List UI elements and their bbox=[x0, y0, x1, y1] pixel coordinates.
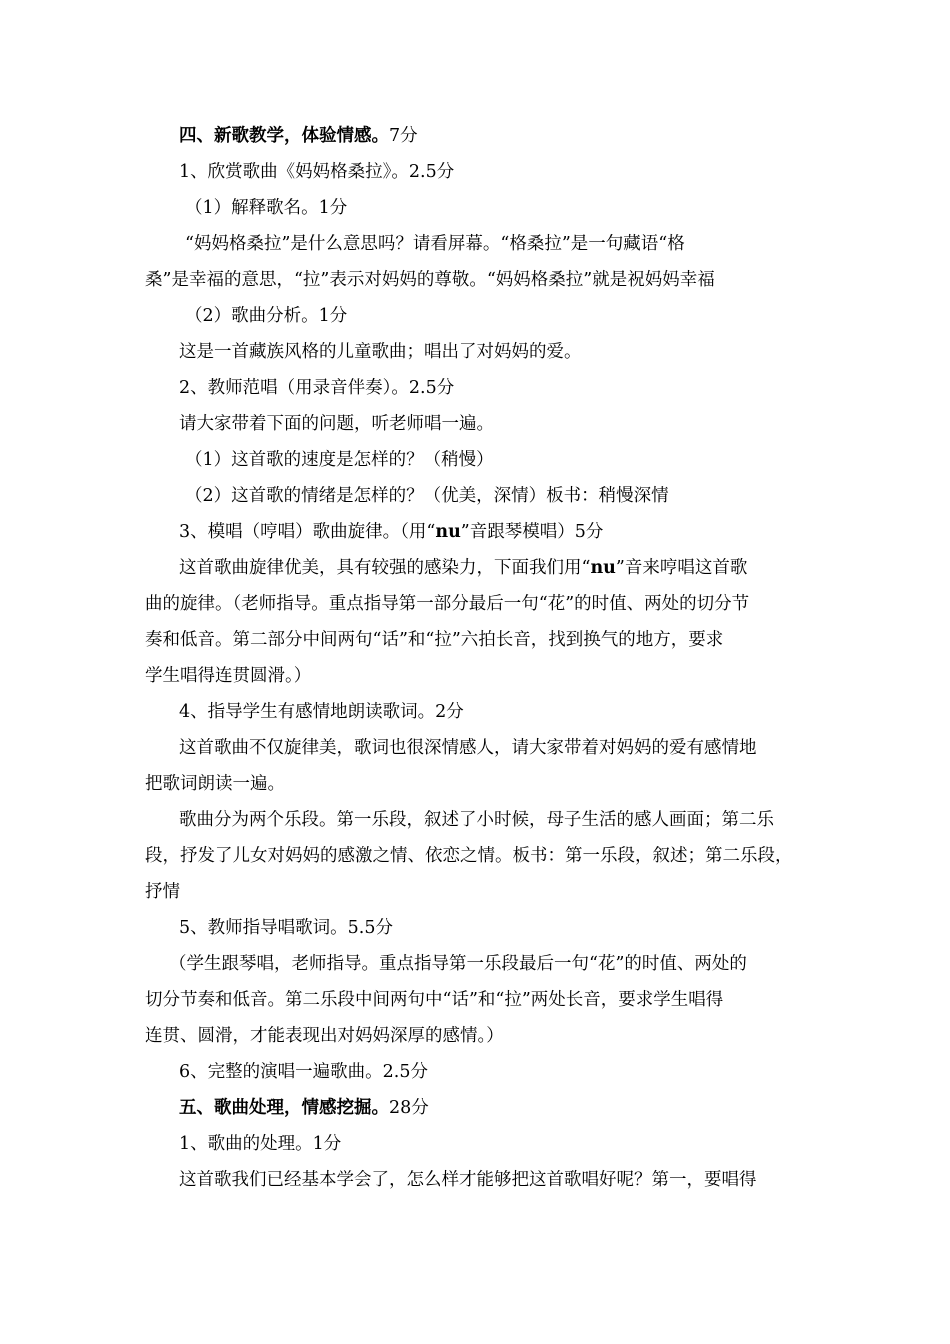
substep-1-2: （2）歌曲分析。1分 bbox=[185, 306, 348, 326]
paragraph-song-sections-line2: 段，抒发了儿女对妈妈的感激之情、依恋之情。板书：第一乐段，叙述；第二乐段， bbox=[145, 846, 793, 866]
step-1-heading: 1、欣赏歌曲《妈妈格桑拉》。2.5分 bbox=[179, 162, 455, 182]
step-4-heading: 4、指导学生有感情地朗读歌词。2分 bbox=[179, 702, 464, 722]
humming-syllable: nu bbox=[590, 558, 616, 578]
paragraph-humming-line4: 学生唱得连贯圆滑。） bbox=[145, 666, 312, 686]
section-heading-4-title: 四、新歌教学，体验情感。 bbox=[179, 126, 389, 146]
paragraph-humming-line1 bbox=[145, 550, 810, 586]
paragraph-singing-guidance-line2: 切分节奏和低音。第二乐段中间两句中“话”和“拉”两处长音，要求学生唱得 bbox=[145, 990, 724, 1010]
paragraph-lyrics-reading-line1: 这首歌曲不仅旋律美，歌词也很深情感人，请大家带着对妈妈的爱有感情地 bbox=[179, 738, 757, 758]
paragraph-song-handling: 这首歌我们已经基本学会了，怎么样才能够把这首歌唱好呢？第一，要唱得 bbox=[179, 1170, 757, 1190]
step-3-heading bbox=[145, 514, 810, 550]
step-5-1-heading: 1、歌曲的处理。1分 bbox=[179, 1134, 342, 1154]
paragraph-song-sections-line3: 抒情 bbox=[145, 882, 180, 902]
paragraph-song-title-meaning-line2: 桑”是幸福的意思，“拉”表示对妈妈的尊敬。“妈妈格桑拉”就是祝妈妈幸福 bbox=[145, 270, 715, 290]
humming-line1-pre: 这首歌曲旋律优美，具有较强的感染力，下面我们用“ bbox=[179, 558, 591, 578]
section-heading-4 bbox=[145, 118, 810, 154]
paragraph-humming-line2: 曲的旋律。（老师指导。重点指导第一部分最后一句“花”的时值、两处的切分节 bbox=[145, 594, 750, 614]
section-heading-5-title: 五、歌曲处理，情感挖掘。 bbox=[179, 1098, 389, 1118]
step-3-text-post: ”音跟琴模唱）5分 bbox=[460, 522, 604, 542]
paragraph-singing-guidance-line3: 连贯、圆滑，才能表现出对妈妈深厚的感情。） bbox=[145, 1026, 504, 1046]
step-2-heading: 2、教师范唱（用录音伴奏）。2.5分 bbox=[179, 378, 455, 398]
step-6-heading: 6、完整的演唱一遍歌曲。2.5分 bbox=[179, 1062, 428, 1082]
section-heading-5 bbox=[145, 1090, 810, 1126]
substep-1-1: （1）解释歌名。1分 bbox=[185, 198, 348, 218]
paragraph-listen-prompt: 请大家带着下面的问题，听老师唱一遍。 bbox=[179, 414, 494, 434]
paragraph-humming-line3: 奏和低音。第二部分中间两句“话”和“拉”六拍长音，找到换气的地方，要求 bbox=[145, 630, 724, 650]
humming-line1-post: ”音来哼唱这首歌 bbox=[615, 558, 748, 578]
paragraph-song-analysis: 这是一首藏族风格的儿童歌曲；唱出了对妈妈的爱。 bbox=[179, 342, 582, 362]
section-heading-5-score: 28分 bbox=[389, 1098, 429, 1118]
paragraph-lyrics-reading-line2: 把歌词朗读一遍。 bbox=[145, 774, 285, 794]
step-3-syllable: nu bbox=[435, 522, 461, 542]
paragraph-song-sections-line1: 歌曲分为两个乐段。第一乐段，叙述了小时候，母子生活的感人画面；第二乐 bbox=[179, 810, 774, 830]
step-3-text-pre: 3、模唱（哼唱）歌曲旋律。（用“ bbox=[179, 522, 436, 542]
section-heading-4-score: 7分 bbox=[389, 126, 418, 146]
step-5-heading: 5、教师指导唱歌词。5.5分 bbox=[179, 918, 393, 938]
question-mood: （2）这首歌的情绪是怎样的？（优美，深情）板书：稍慢深情 bbox=[185, 486, 669, 506]
paragraph-singing-guidance-line1: （学生跟琴唱，老师指导。重点指导第一乐段最后一句“花”的时值、两处的 bbox=[169, 954, 747, 974]
document-page bbox=[145, 118, 810, 1198]
paragraph-song-title-meaning-line1: “妈妈格桑拉”是什么意思吗？请看屏幕。“格桑拉”是一句藏语“格 bbox=[185, 234, 685, 254]
question-tempo: （1）这首歌的速度是怎样的？（稍慢） bbox=[185, 450, 494, 470]
